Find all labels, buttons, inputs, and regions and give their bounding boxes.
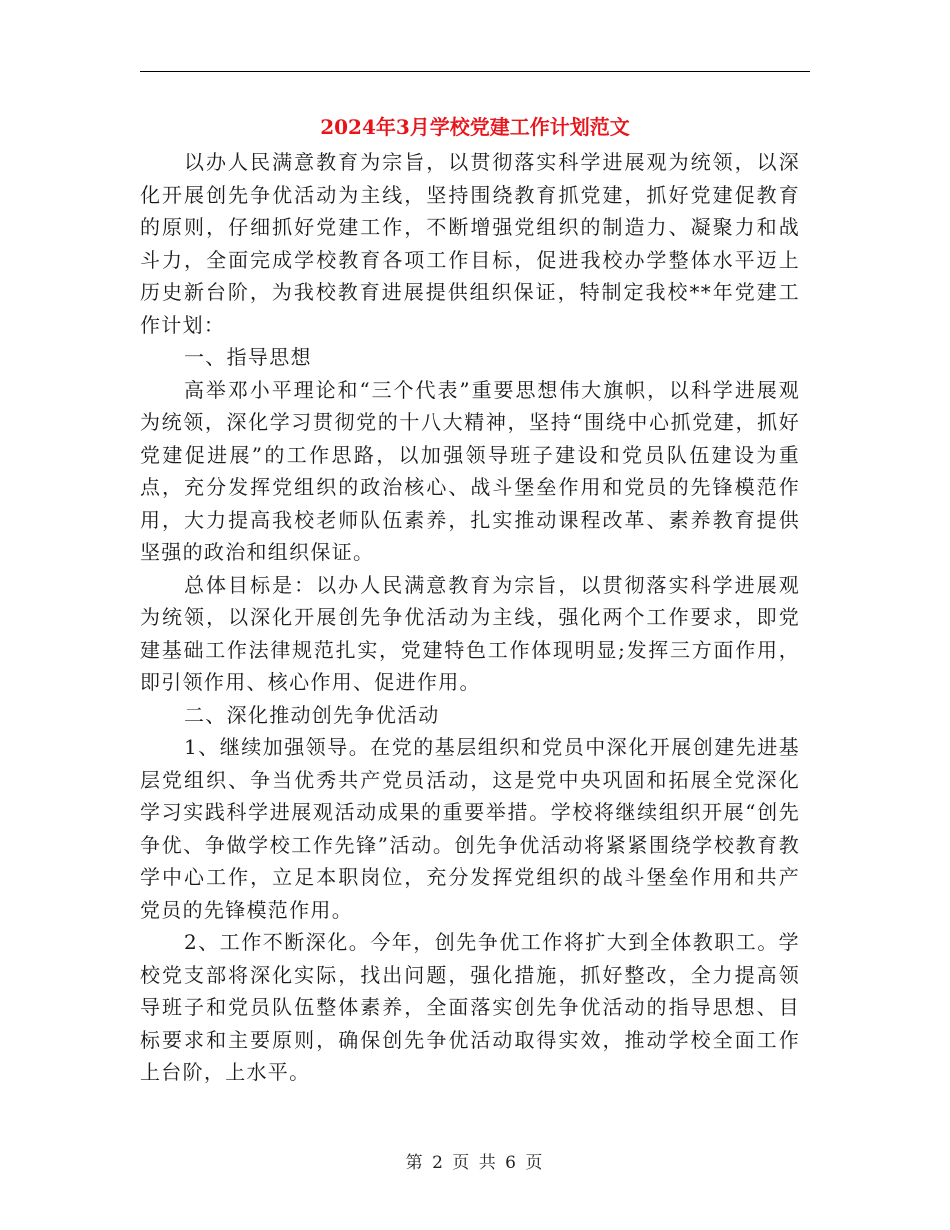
paragraph-intro: 以办人民满意教育为宗旨，以贯彻落实科学进展观为统领，以深化开展创先争优活动为主线，坚持围绕教育抓党建，抓好党建促教育的原则，仔细抓好党建工作，不断增强党组织的制造力、凝聚力和战斗力，全面完成学校教育各项工作目标，促进我校办学整体水平迈上历史新台阶，为我校教育进展提供组织保证，特制定我校**年党建工作计划：	[140, 150, 800, 337]
document-title: 2024年3月学校党建工作计划范文	[320, 115, 630, 139]
section-heading-activities: 二、深化推动创先争优活动	[184, 702, 440, 727]
paragraph-item-2: 2、工作不断深化。今年，创先争优工作将扩大到全体教职工。学校党支部将深化实际，找出问题，强化措施，抓好整改，全力提高领导班子和党员队伍整体素养，全面落实创先争优活动的指导思想、目标要求和主要原则，确保创先争优活动取得实效，推动学校全面工作上台阶，上水平。	[140, 930, 800, 1084]
page-number-footer: 第 2 页 共 6 页	[405, 1153, 545, 1173]
section-heading-guiding-ideology: 一、指导思想	[184, 345, 312, 369]
paragraph-overall-goal: 总体目标是：以办人民满意教育为宗旨，以贯彻落实科学进展观为统领，以深化开展创先争优活动为主线，强化两个工作要求，即党建基础工作法律规范扎实，党建特色工作体现明显;发挥三方面作用，即引领作用、核心作用、促进作用。	[140, 572, 800, 694]
document-body	[140, 146, 800, 1089]
paragraph-guiding-ideology: 高举邓小平理论和“三个代表”重要思想伟大旗帜，以科学进展观为统领，深化学习贯彻党的十八大精神，坚持“围绕中心抓党建，抓好党建促进展”的工作思路，以加强领导班子建设和党员队伍建设为重点，充分发挥党组织的政治核心、战斗堡垒作用和党员的先锋模范作用，大力提高我校老师队伍素养，扎实推动课程改革、素养教育提供坚强的政治和组织保证。	[140, 377, 800, 564]
paragraph-item-1: 1、继续加强领导。在党的基层组织和党员中深化开展创建先进基层党组织、争当优秀共产党员活动，这是党中央巩固和拓展全党深化学习实践科学进展观活动成果的重要举措。学校将继续组织开展“创先争优、争做学校工作先锋”活动。创先争优活动将紧紧围绕学校教育教学中心工作，立足本职岗位，充分发挥党组织的战斗堡垒作用和共产党员的先锋模范作用。	[140, 735, 800, 922]
header-rule	[140, 71, 810, 72]
